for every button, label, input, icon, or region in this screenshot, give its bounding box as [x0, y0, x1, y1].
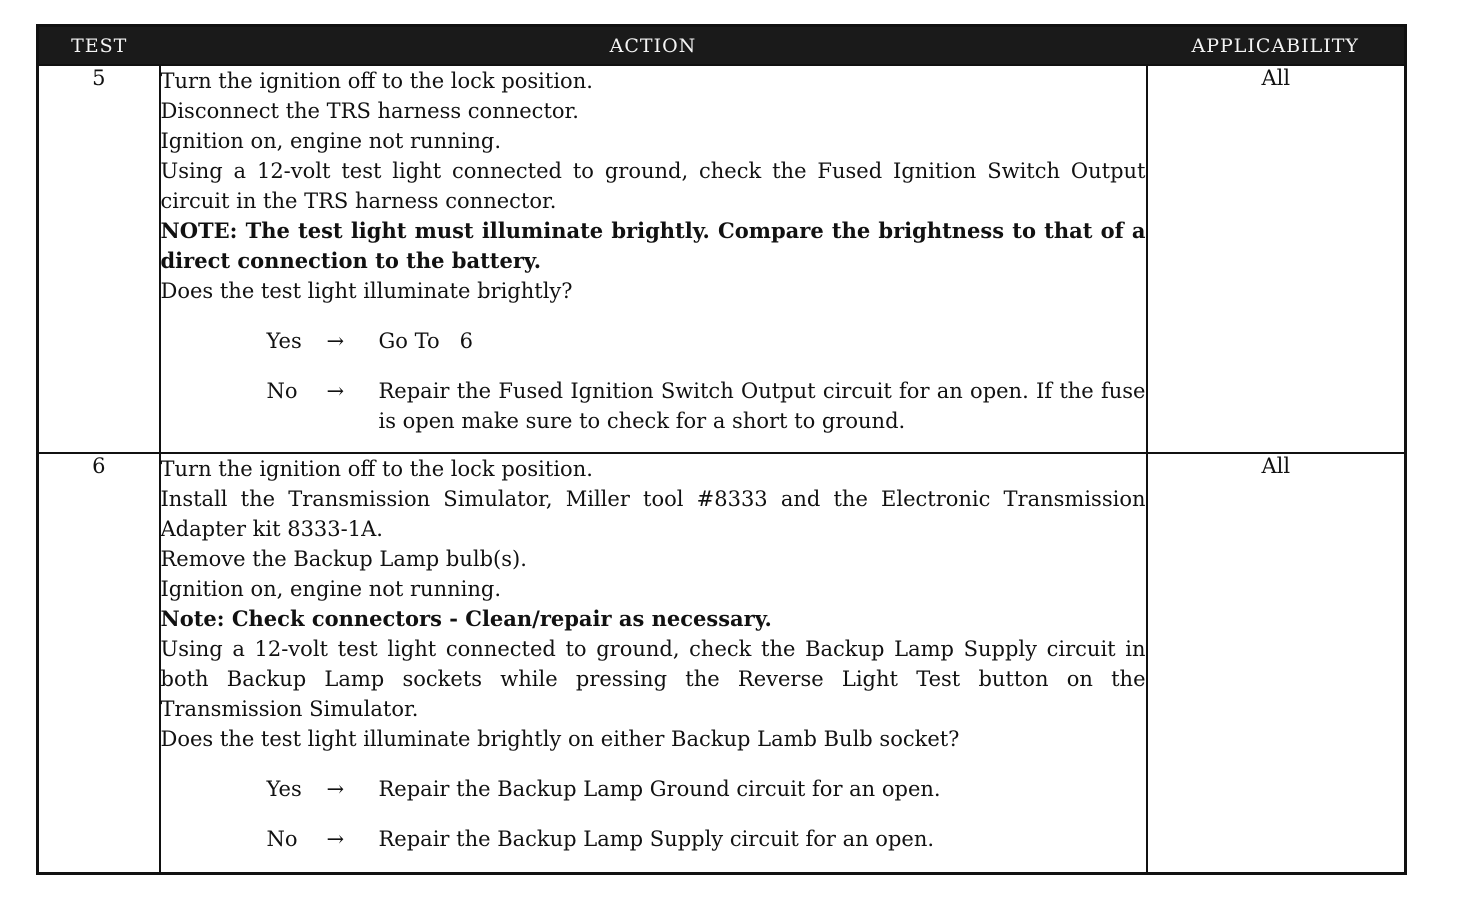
action-note: NOTE: The test light must illuminate brightly. Compare the brightness to that of a direct connection to the battery.	[160, 218, 1146, 273]
arrow-right-icon: →	[326, 777, 345, 801]
action-step: Using a 12-volt test light connected to ground, check the Backup Lamp Supply circuit in both Backup Lamp sockets while pressing the Reverse Light Test button on the Transmission Simulator.	[160, 637, 1146, 721]
header-action: ACTION	[160, 26, 1147, 66]
action-step: Turn the ignition off to the lock position.	[160, 457, 593, 481]
action-step: Install the Transmission Simulator, Miller tool #8333 and the Electronic Transmission Adapter kit 8333-1A.	[160, 487, 1146, 541]
applicability-value: All	[1147, 65, 1406, 453]
yes-label: Yes	[266, 329, 302, 353]
no-result: Repair the Fused Ignition Switch Output circuit for an open. If the fuse is open make sure to check for a short to ground.	[378, 379, 1146, 433]
action-question: Does the test light illuminate brightly on either Backup Lamb Bulb socket?	[160, 727, 960, 751]
outcome-yes	[267, 326, 1146, 356]
action-step: Turn the ignition off to the lock position.	[160, 69, 593, 93]
action-step: Disconnect the TRS harness connector.	[160, 99, 579, 123]
diagnostic-table	[36, 24, 1407, 875]
header-row	[38, 26, 1406, 66]
header-applicability: APPLICABILITY	[1147, 26, 1406, 66]
action-step: Ignition on, engine not running.	[160, 577, 501, 601]
yes-result: Repair the Backup Lamp Ground circuit for an open.	[378, 777, 941, 801]
table-row	[38, 453, 1406, 874]
outcome-yes	[267, 774, 1146, 804]
no-label: No	[266, 379, 298, 403]
action-note: Note: Check connectors - Clean/repair as necessary.	[160, 606, 772, 631]
action-cell	[160, 453, 1147, 874]
action-question: Does the test light illuminate brightly?	[160, 279, 573, 303]
arrow-right-icon: →	[326, 379, 345, 403]
applicability-value: All	[1147, 453, 1406, 874]
outcome-no	[267, 376, 1146, 436]
no-result: Repair the Backup Lamp Supply circuit for an open.	[378, 827, 935, 851]
yes-label: Yes	[266, 777, 302, 801]
outcome-no	[267, 824, 1146, 854]
yes-result: Go To 6	[378, 329, 473, 353]
header-test: TEST	[38, 26, 160, 66]
no-label: No	[266, 827, 298, 851]
table-row	[38, 65, 1406, 453]
action-step: Remove the Backup Lamp bulb(s).	[160, 547, 527, 571]
test-number: 6	[38, 453, 160, 874]
arrow-right-icon: →	[326, 329, 345, 353]
action-step: Ignition on, engine not running.	[160, 129, 501, 153]
action-cell	[160, 65, 1147, 453]
test-number: 5	[38, 65, 160, 453]
arrow-right-icon: →	[326, 827, 345, 851]
action-step: Using a 12-volt test light connected to ground, check the Fused Ignition Switch Output circuit in the TRS harness connector.	[160, 159, 1146, 213]
